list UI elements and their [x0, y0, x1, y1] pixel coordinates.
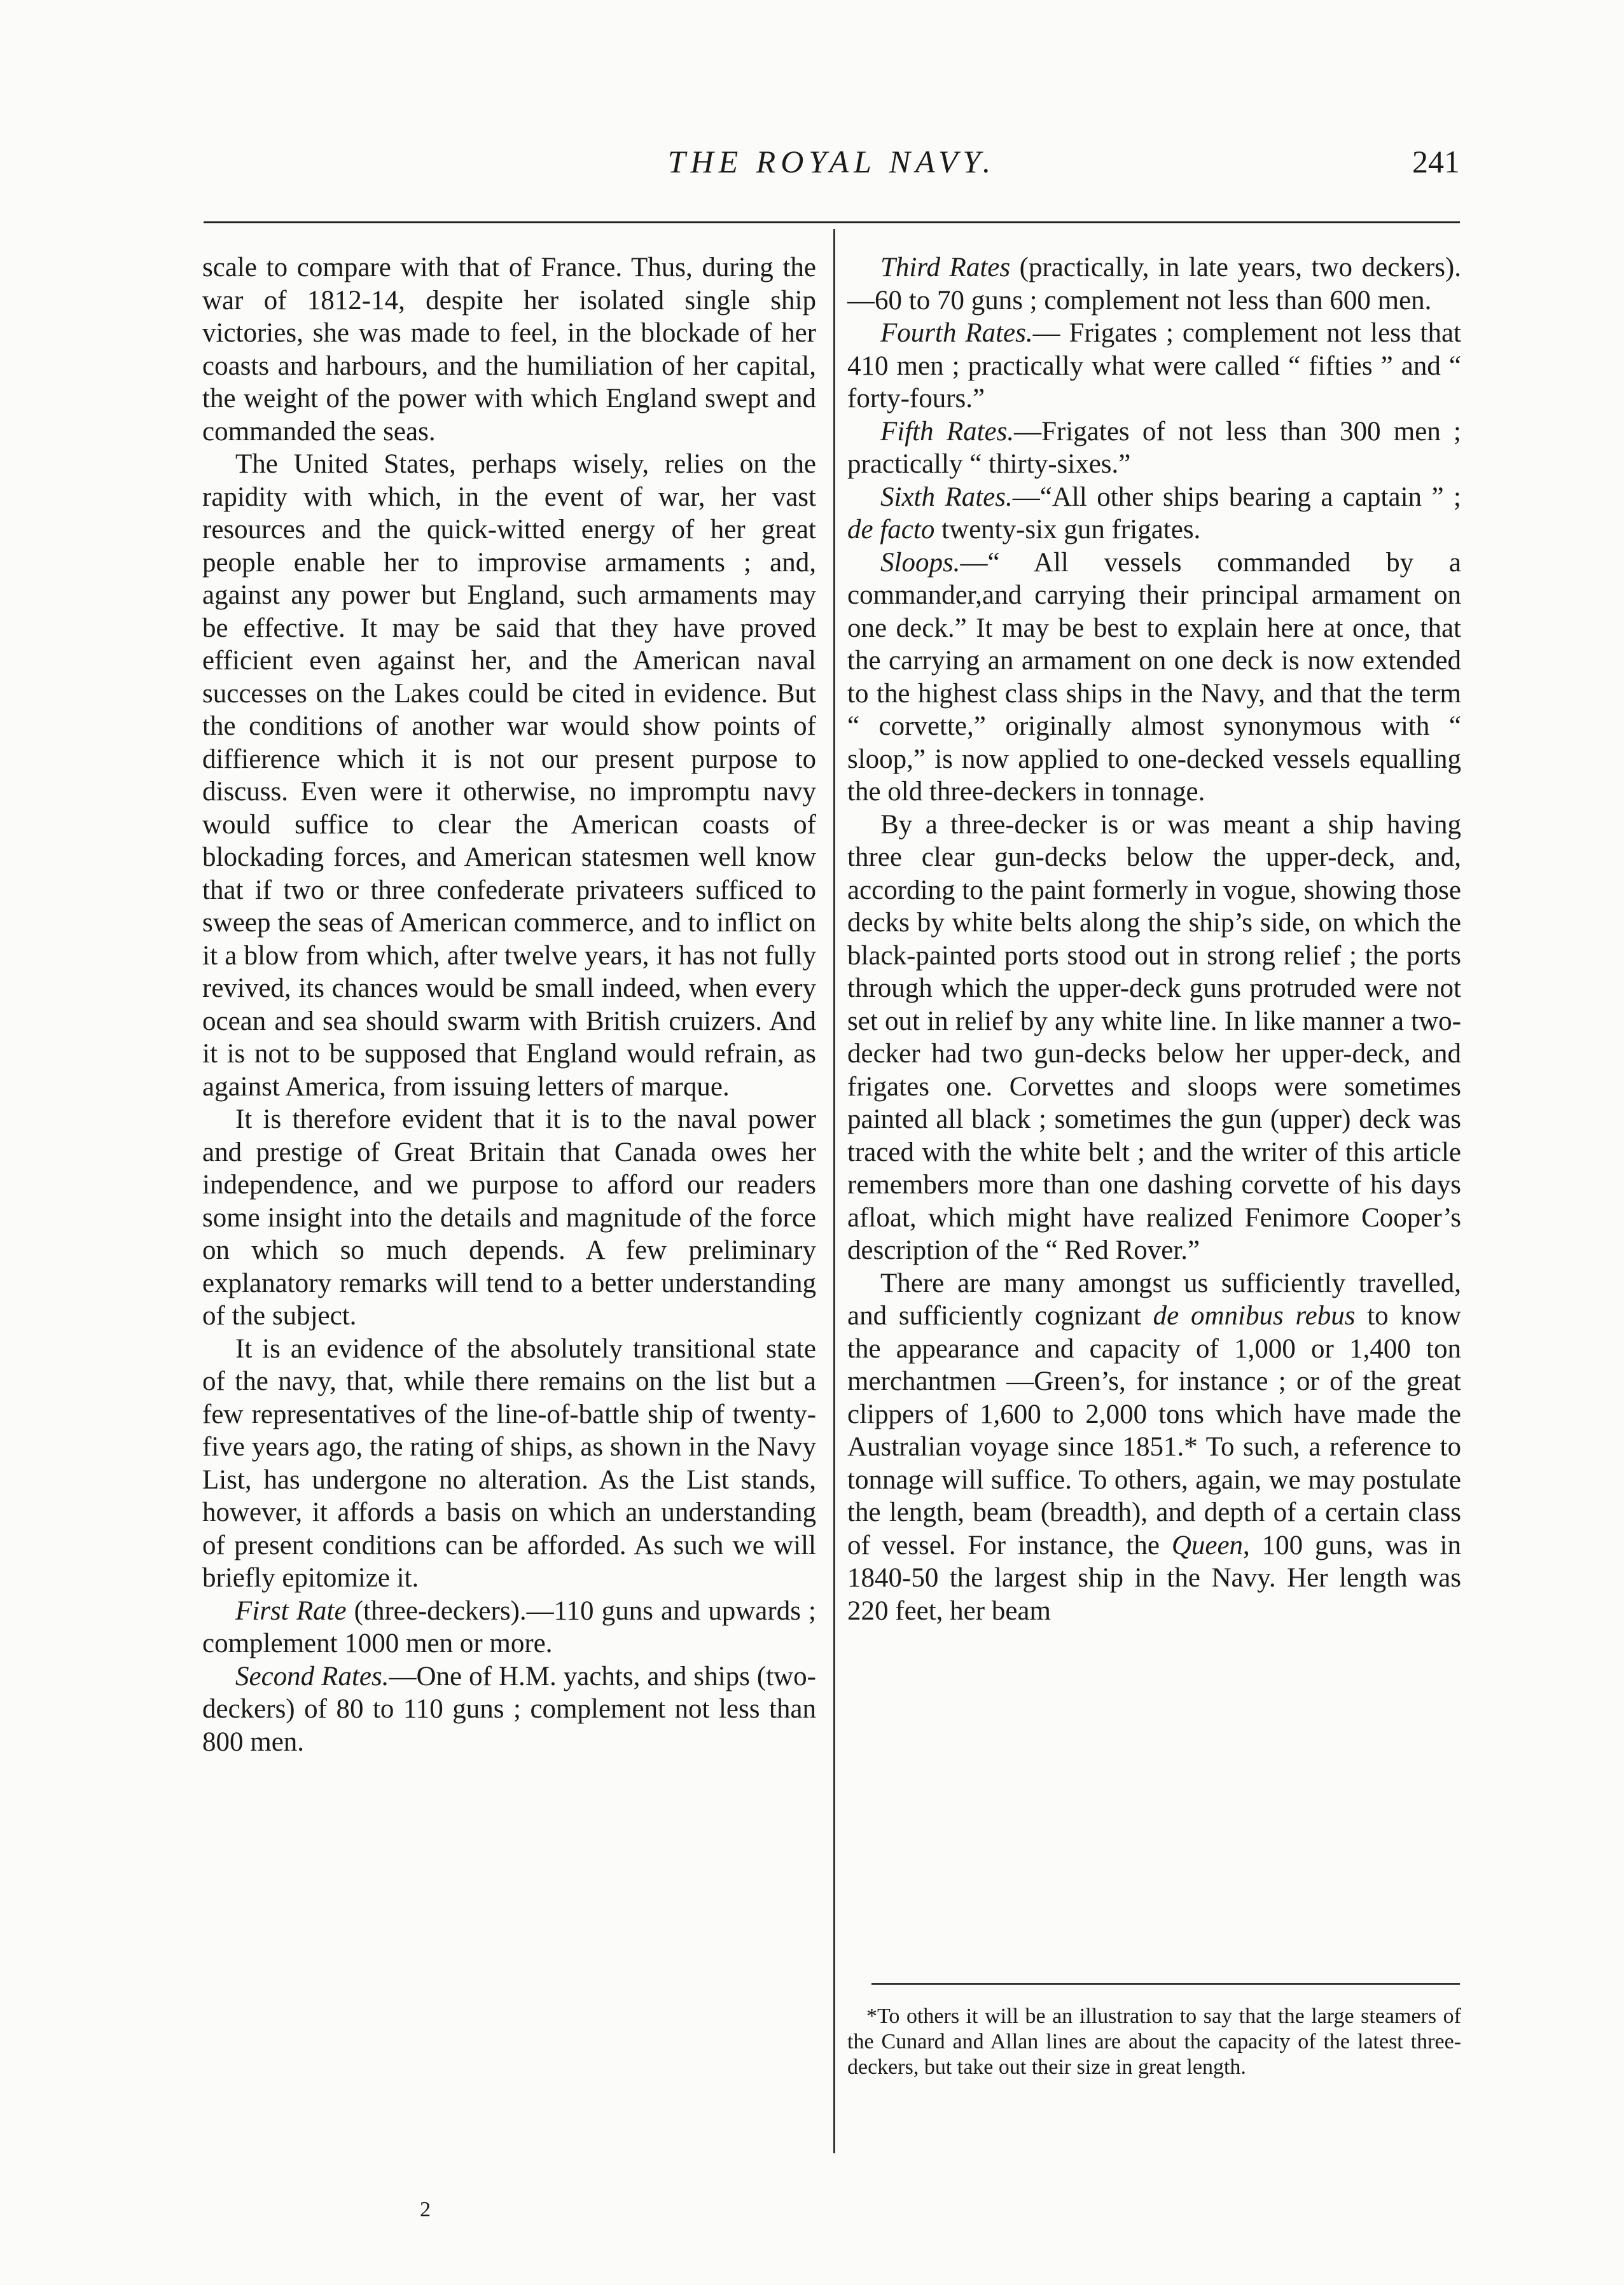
footnote-text: *To others it will be an illustration to say that the large steamers of the Cunard and Allan lines are about the capacity of the latest three-deckers, but take out their size in great length.	[847, 2004, 1461, 2079]
column-divider	[833, 229, 835, 2153]
right-column	[847, 251, 1461, 1627]
rate-label: First Rate	[235, 1595, 347, 1626]
sixth-rate-paragraph: Sixth Rates.—“All other ships bearing a captain ” ; de facto twenty-six gun frigates.	[847, 482, 1461, 545]
paragraph: scale to compare with that of France. Thus, during the war of 1812-14, despite her isolated single ship victories, she was made to feel, in the blockade of her coasts and harbours, and the humiliation of her capital, the weight of the power with which England swept and commanded the seas.	[202, 253, 816, 447]
first-rate-paragraph: First Rate (three-deckers).—110 guns and upwards ; complement 1000 men or more.	[202, 1595, 816, 1658]
rate-label: Third Rates	[880, 253, 1011, 282]
rate-label: Sixth Rates.	[880, 482, 1013, 512]
page-header	[204, 143, 1460, 188]
running-title: THE ROYAL NAVY.	[667, 144, 996, 179]
sloops-paragraph: Sloops.—“ All vessels commanded by a commander,and carrying their principal armament on one deck.” It may be best to explain here at once, that the carrying an armament on one deck is now extended to the highest class ships in the Navy, and that the term “ corvette,” originally almost synonymous with “ sloop,” is now applied to one-decked vessels equalling the old three-deckers in tonnage.	[847, 547, 1461, 807]
rate-label: Second Rates.	[235, 1661, 389, 1691]
paragraph: It is therefore evident that it is to the naval power and prestige of Great Britain that Canada owes her independence, and we purpose to afford our readers some insight into the details and magnitude of the force on which so much depends. A few preliminary explanatory remarks will tend to a better understanding of the subject.	[202, 1104, 816, 1331]
rate-label: Fourth Rates.	[880, 318, 1033, 348]
footnote	[847, 2004, 1461, 2080]
fifth-rate-paragraph: Fifth Rates.—Frigates of not less than 300 men ; practically “ thirty-sixes.”	[847, 416, 1462, 479]
left-column	[202, 251, 816, 1758]
page-number: 241	[1412, 144, 1460, 179]
header-rule	[204, 221, 1460, 223]
paragraph: There are many amongst us sufficiently travelled, and sufficiently cognizant de omnibus rebus to know the appearance and capacity of 1,000 or 1,400 ton merchantmen —Green’s, for instance ; or of the great clippers of 1,600 to 2,000 tons which have made the Australian voyage since 1851.* To such, a reference to tonnage will suffice. To others, again, we may postulate the length, beam (breadth), and depth of a certain class of vessel. For instance, the Queen, 100 guns, was in 1840-50 the largest ship in the Navy. Her length was 220 feet, her beam	[847, 1268, 1462, 1626]
fourth-rate-paragraph: Fourth Rates.— Frigates ; complement not less that 410 men ; practically what were called “ fifties ” and “ forty-fours.”	[847, 318, 1461, 413]
paragraph: The United States, perhaps wisely, relies on the rapidity with which, in the event of war, her vast resources and the quick-witted energy of her great people enable her to improvise armaments ; and, against any power but England, such armaments may be effective. It may be said that they have proved efficient even against her, and the American naval successes on the Lakes could be cited in evidence. But the conditions of another war would show points of diffierence which it is not our present purpose to discuss. Even were it otherwise, no impromptu navy would suffice to clear the American coasts of blockading forces, and American statesmen well know that if two or three confederate privateers sufficed to sweep the seas of American commerce, and to inflict on it a blow from which, after twelve years, it has not fully revived, its chances would be small indeed, when every ocean and sea should swarm with British cruizers. And it is not to be supposed that England would refrain, as against America, from issuing letters of marque.	[202, 449, 816, 1102]
rate-label: Fifth Rates.	[880, 416, 1015, 447]
rate-label: Sloops.	[880, 547, 961, 578]
third-rate-paragraph: Third Rates (practically, in late years, two deckers).—60 to 70 guns ; complement not less than 600 men.	[847, 253, 1461, 316]
paragraph: It is an evidence of the absolutely transitional state of the navy, that, while there remains on the list but a few representatives of the line-of-battle ship of twenty-five years ago, the rating of ships, as shown in the Navy List, has undergone no alteration. As the List stands, however, it affords a basis on which an understanding of present conditions can be afforded. As such we will briefly epitomize it.	[202, 1333, 816, 1593]
signature-mark: 2	[420, 2198, 431, 2221]
second-rate-paragraph: Second Rates.—One of H.M. yachts, and ships (two-deckers) of 80 to 110 guns ; complement not less than 800 men.	[202, 1661, 816, 1757]
footnote-rule	[871, 1983, 1460, 1985]
paragraph: By a three-decker is or was meant a ship having three clear gun-decks below the upper-deck, and, according to the paint formerly in vogue, showing those decks by white belts along the ship’s side, on which the black-painted ports stood out in strong relief ; the ports through which the upper-deck guns protruded were not set out in relief by any white line. In like manner a two-decker had two gun-decks below her upper-deck, and frigates one. Corvettes and sloops were sometimes painted all black ; sometimes the gun (upper) deck was traced with the white belt ; and the writer of this article remembers more than one dashing corvette of his days afloat, which might have realized Fenimore Cooper’s description of the “ Red Rover.”	[847, 809, 1461, 1265]
